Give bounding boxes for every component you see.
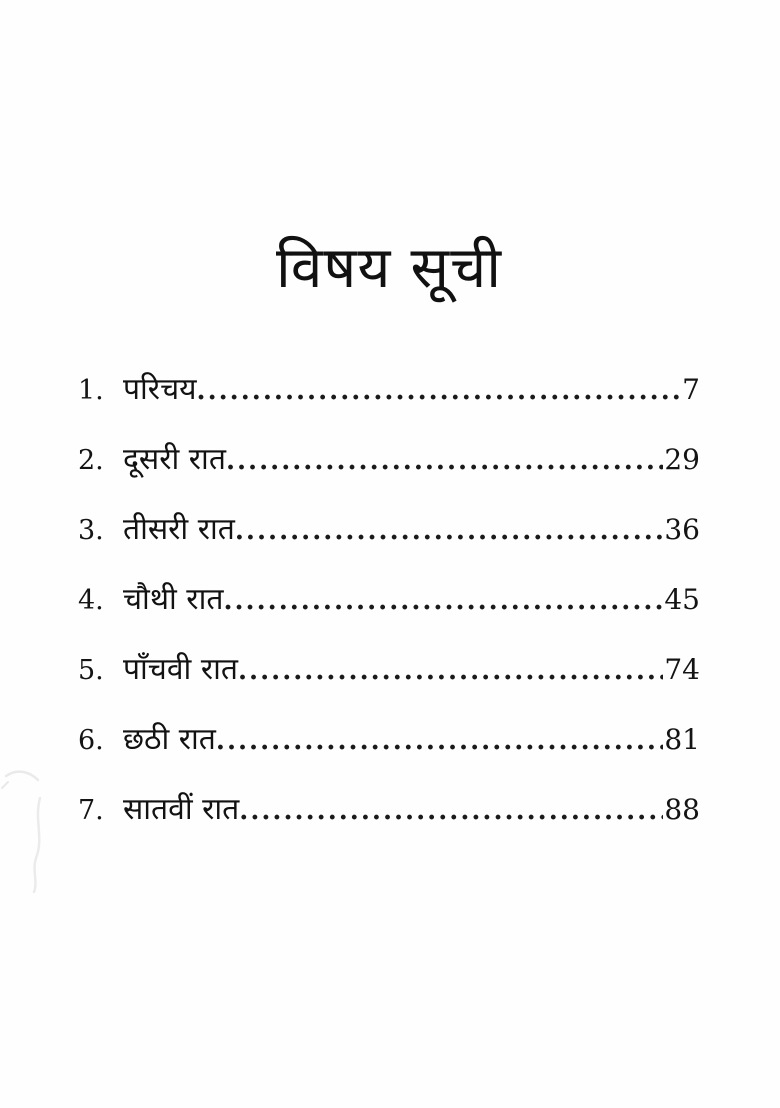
- toc-row: [78, 650, 700, 720]
- toc-dot-leader: [226, 444, 663, 479]
- toc-item-title: परिचय: [123, 371, 197, 407]
- toc-dot-leader: [238, 654, 663, 689]
- toc-dot-leader: [235, 514, 663, 549]
- toc-dot-leader: [239, 794, 663, 829]
- toc-item-number: 6.: [78, 724, 104, 756]
- toc-item-number: 7.: [78, 794, 104, 826]
- toc-item-number: 1.: [78, 374, 104, 406]
- toc-item-title: तीसरी रात: [123, 511, 235, 547]
- toc-item-title: दूसरी रात: [123, 441, 226, 477]
- toc-item-title: छठी रात: [123, 721, 216, 757]
- toc-item-page: 29: [664, 442, 700, 476]
- toc-dot-leader: [216, 724, 663, 759]
- toc-item-title: पाँचवी रात: [123, 651, 238, 687]
- toc-item-page: 74: [664, 652, 700, 686]
- toc-item-page: 88: [664, 792, 700, 826]
- toc-dot-leader: [197, 374, 682, 409]
- toc-item-number: 4.: [78, 584, 104, 616]
- toc-list: [78, 370, 700, 860]
- toc-row: [78, 370, 700, 440]
- toc-item-number: 2.: [78, 444, 104, 476]
- toc-row: [78, 790, 700, 860]
- toc-row: [78, 580, 700, 650]
- toc-item-page: 36: [664, 512, 700, 546]
- page-title: विषय सूची: [275, 235, 503, 301]
- toc-item-title: चौथी रात: [123, 581, 224, 617]
- toc-row: [78, 440, 700, 510]
- toc-item-page: 45: [664, 582, 700, 616]
- toc-row: [78, 720, 700, 790]
- toc-dot-leader: [223, 584, 663, 619]
- toc-item-number: 5.: [78, 654, 104, 686]
- toc-item-number: 3.: [78, 514, 104, 546]
- toc-item-page: 7: [682, 372, 700, 406]
- toc-row: [78, 510, 700, 580]
- toc-item-title: सातवीं रात: [123, 791, 240, 827]
- toc-item-page: 81: [664, 722, 700, 756]
- scan-smudge-artifact: [0, 758, 72, 898]
